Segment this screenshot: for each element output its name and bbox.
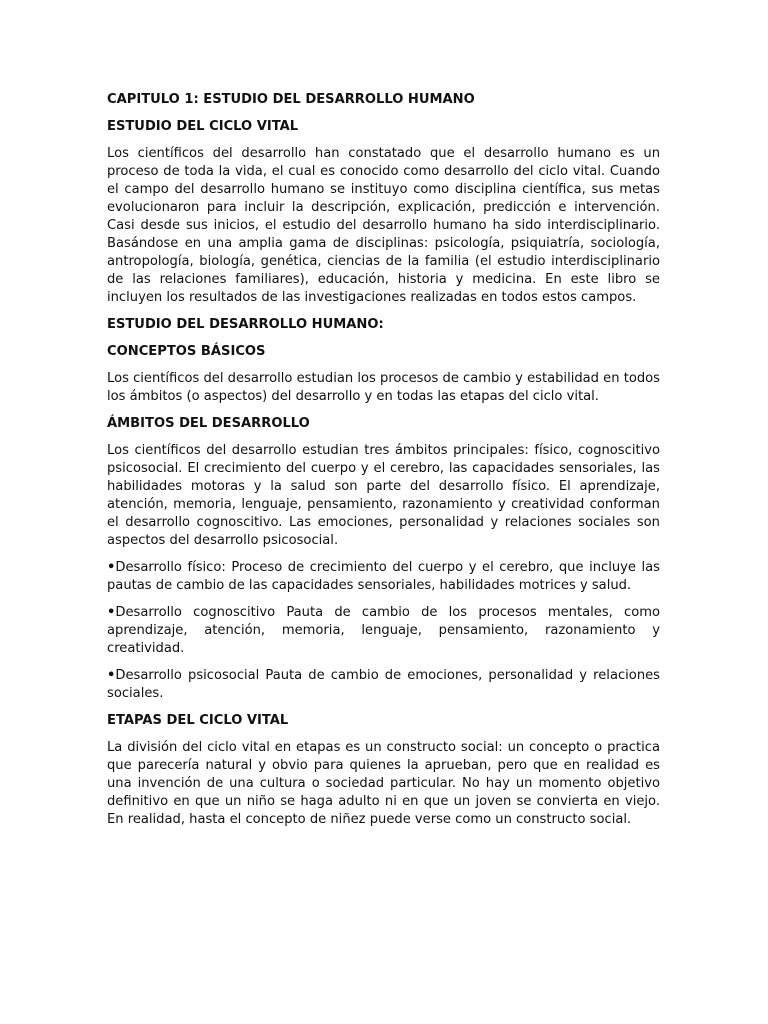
bullet-icon: •: [107, 560, 116, 575]
bullet-item-psicosocial: [107, 667, 660, 703]
bullet-text: Desarrollo psicosocial Pauta de cambio de emociones, personalidad y relaciones sociales.: [107, 668, 660, 701]
bullet-item-fisico: [107, 559, 660, 595]
section-heading-etapas: ETAPAS DEL CICLO VITAL: [107, 713, 289, 728]
paragraph-etapas: La división del ciclo vital en etapas es un constructo social: un concepto o practica que parecería natural y obvio para quienes la aprueban, pero que en realidad es una invención de una cultura o sociedad particular. No hay un momento objetivo definitivo en que un niño se haga adulto ni en que un joven se convierta en viejo. En realidad, hasta el concepto de niñez puede verse como un constructo social.: [107, 740, 660, 827]
section-heading-ambitos: ÁMBITOS DEL DESARROLLO: [107, 416, 310, 431]
paragraph-conceptos: Los científicos del desarrollo estudian los procesos de cambio y estabilidad en todos los ámbitos (o aspectos) del desarrollo y en todas las etapas del ciclo vital.: [107, 371, 660, 404]
section-subheading-conceptos: CONCEPTOS BÁSICOS: [107, 344, 266, 359]
paragraph-ambitos: Los científicos del desarrollo estudian tres ámbitos principales: físico, cognoscitivo psicosocial. El crecimiento del cuerpo y el cerebro, las capacidades sensoriales, las habilidades motoras y la salud son parte del desarrollo físico. El aprendizaje, atención, memoria, lenguaje, pensamiento, razonamiento y creatividad conforman el desarrollo cognoscitivo. Las emociones, personalidad y relaciones sociales son aspectos del desarrollo psicosocial.: [107, 443, 660, 548]
section-heading-desarrollo-humano: ESTUDIO DEL DESARROLLO HUMANO:: [107, 317, 384, 332]
bullet-icon: •: [107, 668, 116, 683]
paragraph-ciclo-vital: Los científicos del desarrollo han constatado que el desarrollo humano es un proceso de toda la vida, el cual es conocido como desarrollo del ciclo vital. Cuando el campo del desarrollo humano se instituyo como disciplina científica, sus metas evolucionaron para incluir la descripción, explicación, predicción e intervención. Casi desde sus inicios, el estudio del desarrollo humano ha sido interdisciplinario. Basándose en una amplia gama de disciplinas: psicología, psiquiatría, sociología, antropología, biología, genética, ciencias de la familia (el estudio interdisciplinario de las relaciones familiares), educación, historia y medicina. En este libro se incluyen los resultados de las investigaciones realizadas en todos estos campos.: [107, 146, 660, 305]
bullet-text: Desarrollo cognoscitivo Pauta de cambio de los procesos mentales, como aprendizaje, atención, memoria, lenguaje, pensamiento, razonamiento y creatividad.: [107, 605, 660, 656]
bullet-icon: •: [107, 605, 116, 620]
bullet-item-cognoscitivo: [107, 604, 660, 658]
bullet-text: Desarrollo físico: Proceso de crecimiento del cuerpo y el cerebro, que incluye las pautas de cambio de las capacidades sensoriales, habilidades motrices y salud.: [107, 560, 660, 593]
chapter-title: CAPITULO 1: ESTUDIO DEL DESARROLLO HUMANO: [107, 92, 475, 107]
section-heading-ciclo-vital: ESTUDIO DEL CICLO VITAL: [107, 119, 299, 134]
document-page: [107, 91, 660, 838]
